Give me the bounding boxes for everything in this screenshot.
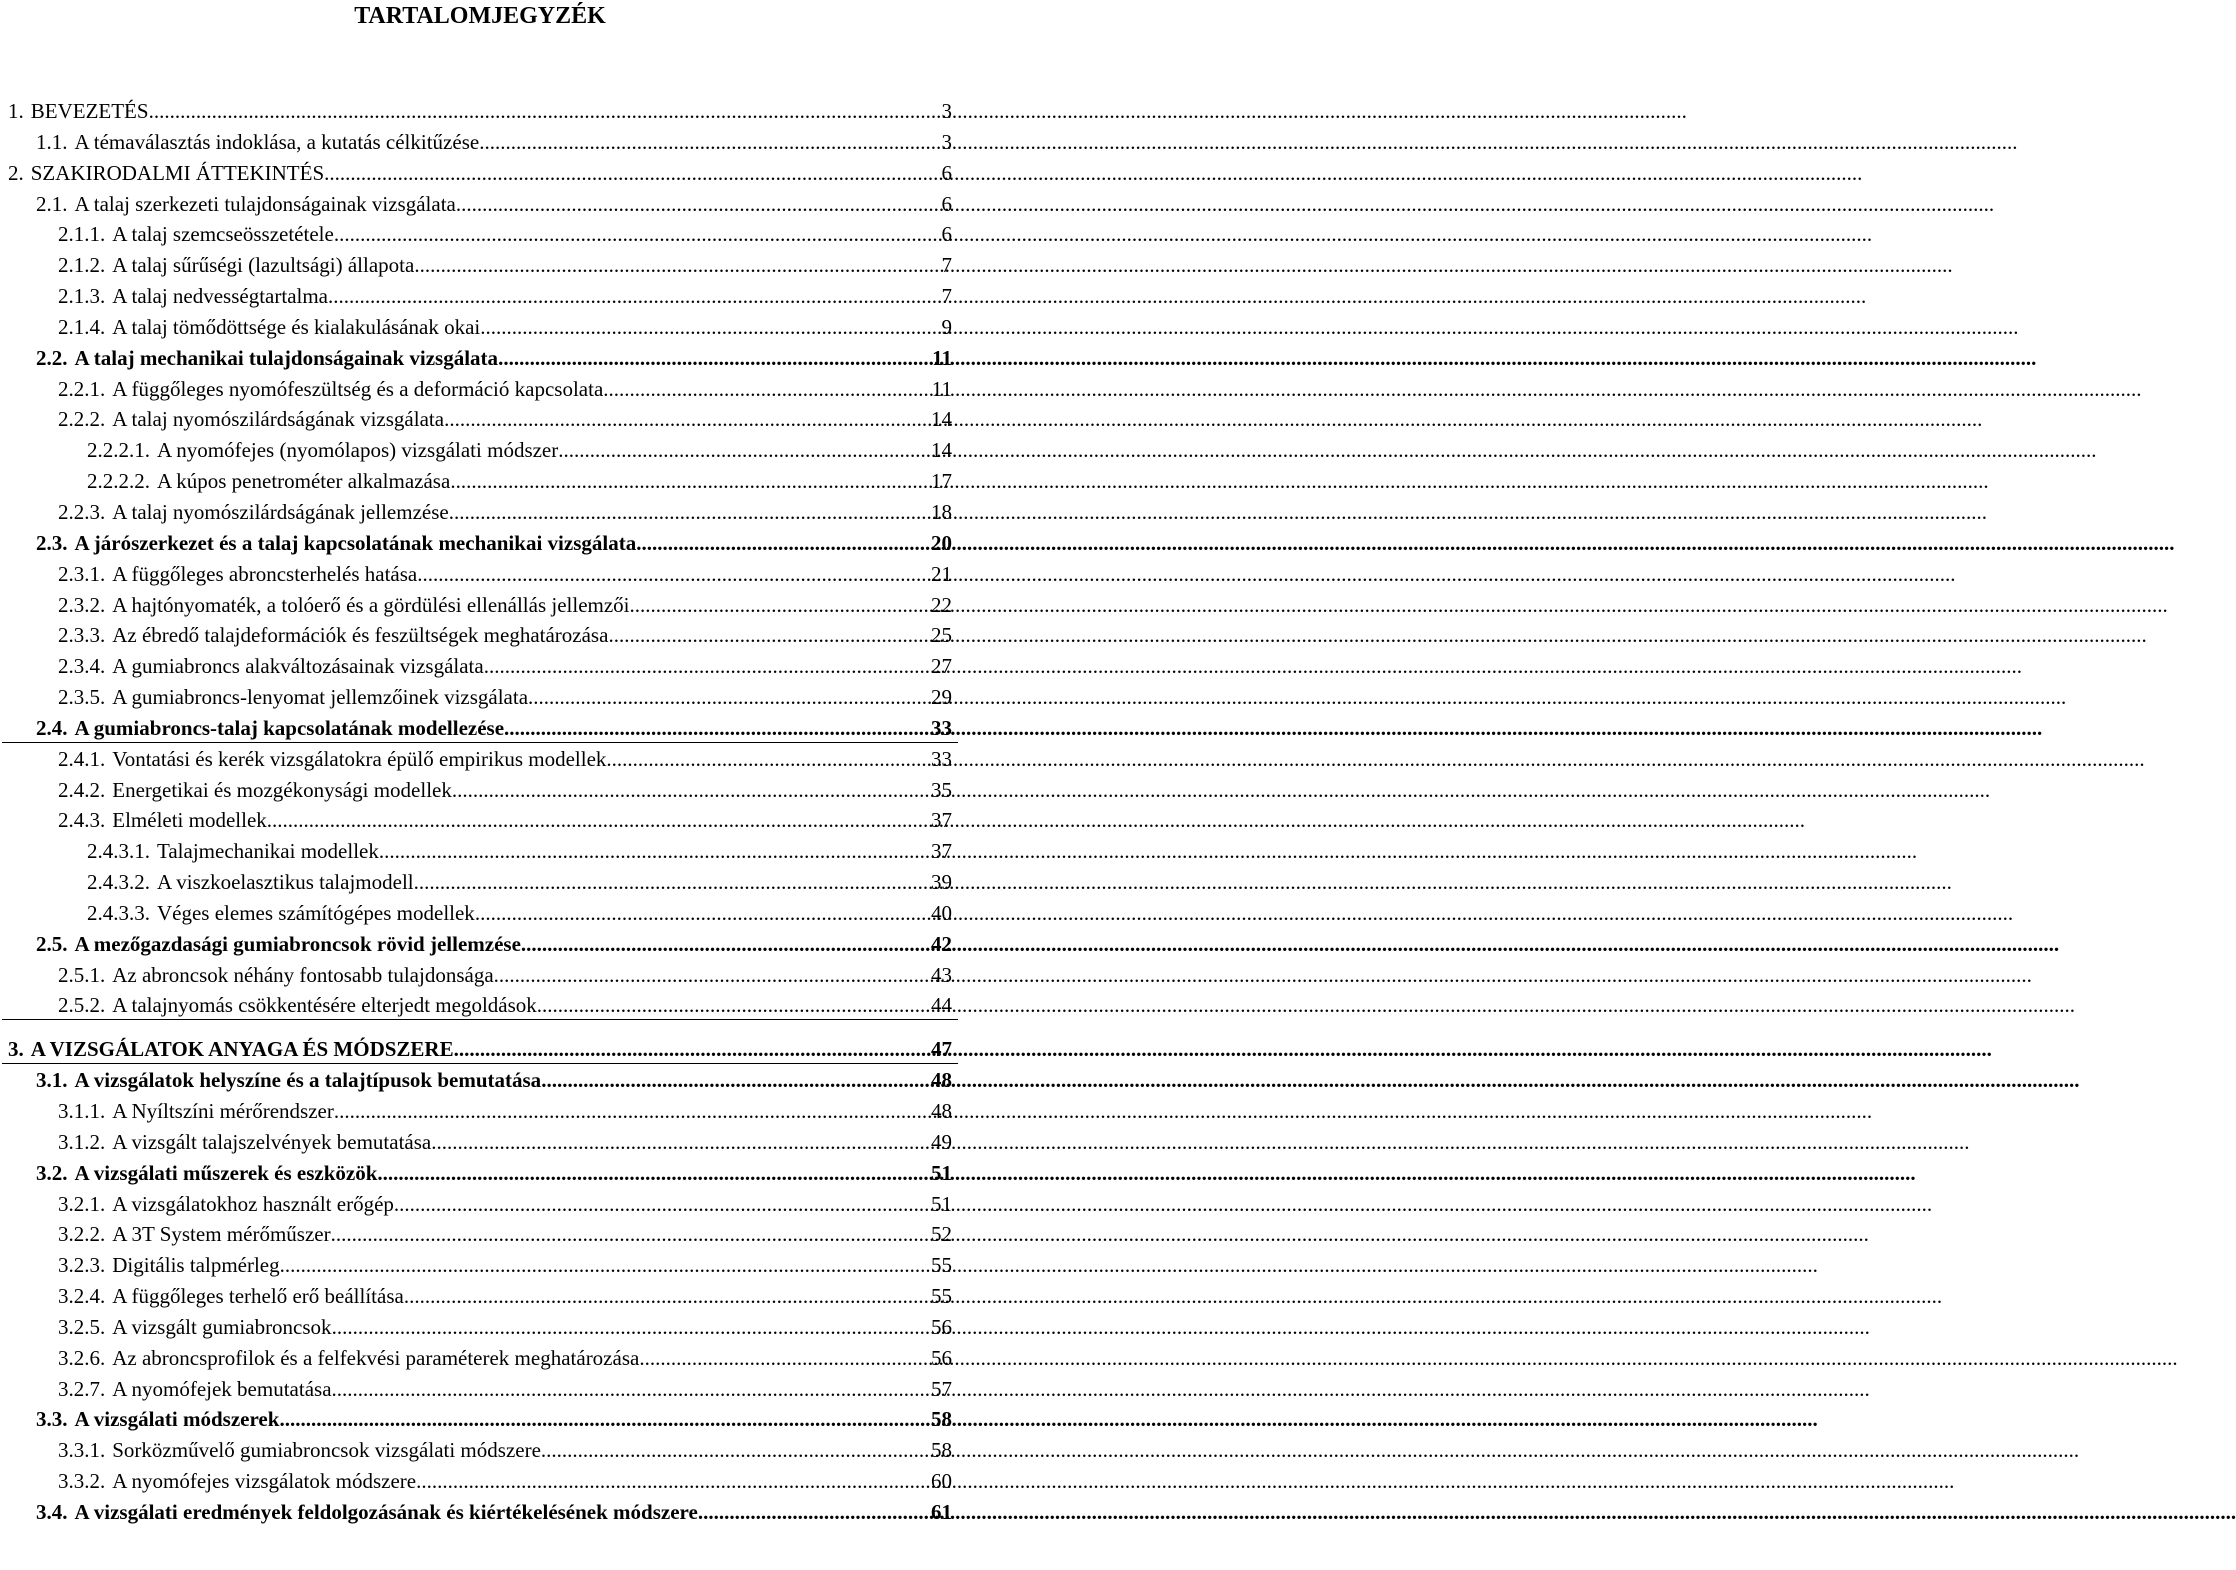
toc-page-number: 7 (941, 284, 952, 309)
toc-entry[interactable] (0, 1374, 960, 1405)
toc-entry[interactable] (0, 1404, 960, 1435)
toc-dot-leader (636, 528, 928, 559)
toc-page-number: 58 (931, 1407, 952, 1432)
toc-dot-leader (377, 1158, 928, 1189)
toc-page-number: 18 (931, 499, 952, 524)
toc-dot-leader (498, 343, 929, 374)
toc-page-number: 56 (931, 1345, 952, 1370)
toc-entry-title: A talaj szemcseösszetétele (112, 222, 334, 247)
toc-page-number: 17 (931, 469, 952, 494)
toc-entry[interactable] (0, 960, 960, 991)
toc-entry-number: 2.2.2. (58, 407, 106, 432)
toc-entry-number: 2.3.5. (58, 685, 106, 710)
toc-entry-title: BEVEZETÉS (30, 99, 149, 123)
toc-entry-number: 3.2.5. (58, 1314, 106, 1339)
toc-entry-title: A vizsgálati műszerek és eszközök (74, 1160, 378, 1185)
toc-entry-number: 3.2.6. (58, 1345, 106, 1370)
toc-entry[interactable] (0, 867, 960, 898)
toc-entry-title: A viszkoelasztikus talajmodell (157, 870, 414, 895)
toc-dot-leader (331, 1219, 928, 1250)
toc-dot-leader (606, 744, 928, 775)
toc-dot-leader (452, 775, 928, 806)
toc-entry-title: Az abroncsprofilok és a felfekvési paraméterek meghatározása (112, 1345, 640, 1370)
toc-entry-number: 2.1.4. (58, 314, 106, 339)
toc-entry-number: 3.3.1. (58, 1438, 106, 1463)
toc-page-number: 6 (941, 160, 952, 185)
toc-entry[interactable] (0, 466, 960, 497)
toc-entry-title: A témaválasztás indoklása, a kutatás célkitűzése (74, 129, 480, 154)
toc-page-number: 39 (931, 870, 952, 895)
toc-dot-leader (149, 96, 939, 127)
toc-entry-number: 3.1.2. (58, 1129, 106, 1154)
toc-page-number: 6 (941, 191, 952, 216)
toc-entry[interactable] (0, 590, 960, 621)
toc-entry-number: 2.4.1. (58, 746, 106, 771)
toc-entry-number: 2.4.3. (58, 808, 106, 833)
toc-entry-title: Energetikai és mozgékonysági modellek (112, 777, 452, 802)
toc-entry[interactable] (0, 651, 960, 682)
toc-entry-title: A vizsgálati módszerek (74, 1407, 280, 1432)
toc-dot-leader (541, 1065, 928, 1096)
toc-entry-title: A hajtónyomaték, a tolóerő és a gördülési ellenállás jellemzői (112, 592, 630, 617)
toc-entry-number: 2. (8, 160, 24, 185)
toc-dot-leader (444, 404, 928, 435)
toc-entry-title: A talaj mechanikai tulajdonságainak vizsgálata (74, 345, 499, 370)
toc-dot-leader (449, 497, 928, 528)
toc-entry-number: 3.4. (36, 1499, 68, 1524)
toc-entry-title: A 3T System mérőműszer (112, 1222, 331, 1247)
toc-page-number: 33 (931, 715, 952, 740)
toc-page-number: 22 (931, 592, 952, 617)
toc-dot-leader (479, 127, 938, 158)
toc-page-number: 48 (931, 1068, 952, 1093)
toc-dot-leader (450, 466, 928, 497)
toc-dot-leader (521, 929, 928, 960)
toc-page-number: 47 (931, 1037, 952, 1062)
toc-page-number: 55 (931, 1253, 952, 1278)
toc-dot-leader (603, 374, 929, 405)
toc-entry-number: 3.2.7. (58, 1376, 106, 1401)
toc-entry[interactable] (0, 1034, 960, 1065)
toc-entry-number: 3. (8, 1037, 24, 1062)
toc-entry-title: A talaj nyomószilárdságának jellemzése (112, 499, 449, 524)
toc-entry-title: A talaj nyomószilárdságának vizsgálata (112, 407, 445, 432)
toc-entry-number: 2.2.1. (58, 376, 106, 401)
toc-dot-leader (541, 1435, 928, 1466)
toc-entry-title: A vizsgálatokhoz használt erőgép (112, 1191, 394, 1216)
page-title: TARTALOMJEGYZÉK (354, 3, 606, 29)
toc-entry-number: 2.2.2.1. (87, 438, 150, 463)
toc-entry-title: A talaj szerkezeti tulajdonságainak vizsgálata (74, 191, 456, 216)
toc-dot-leader (639, 1343, 928, 1374)
toc-entry[interactable] (0, 836, 960, 867)
toc-entry[interactable] (0, 374, 960, 405)
toc-entry-number: 3.2.1. (58, 1191, 106, 1216)
toc-entry[interactable] (0, 312, 960, 343)
toc-page-number: 3 (941, 129, 952, 154)
toc-page-number: 37 (931, 808, 952, 833)
toc-dot-leader (404, 1281, 928, 1312)
toc-entry[interactable] (0, 1435, 960, 1466)
toc-page-number: 7 (941, 253, 952, 278)
toc-entry-number: 2.4.3.2. (87, 870, 150, 895)
toc-dot-leader (456, 189, 939, 220)
toc-entry-number: 2.5. (36, 931, 68, 956)
toc-entry[interactable] (0, 404, 960, 435)
toc-page-number: 14 (931, 438, 952, 463)
toc-dot-leader (416, 1466, 928, 1497)
table-of-contents (0, 96, 960, 1528)
toc-entry-number: 2.2.3. (58, 499, 106, 524)
toc-page-number: 29 (931, 685, 952, 710)
toc-entry[interactable] (0, 158, 960, 189)
toc-entry-title: A gumiabroncs-lenyomat jellemzőinek vizsgálata (112, 685, 529, 710)
toc-entry-number: 2.1.3. (58, 284, 106, 309)
toc-page-number: 49 (931, 1129, 952, 1154)
toc-entry-title: Vontatási és kerék vizsgálatokra épülő empirikus modellek (112, 746, 607, 771)
toc-dot-leader (328, 281, 938, 312)
toc-entry[interactable] (0, 1250, 960, 1281)
toc-entry[interactable] (0, 775, 960, 806)
toc-dot-leader (431, 1127, 928, 1158)
toc-dot-leader (279, 1404, 928, 1435)
toc-dot-leader (414, 250, 938, 281)
toc-entry[interactable] (0, 1189, 960, 1220)
toc-entry-number: 2.5.1. (58, 962, 106, 987)
toc-entry[interactable] (0, 1158, 960, 1189)
toc-entry-title: Elméleti modellek (112, 808, 267, 833)
toc-dot-leader (324, 158, 938, 189)
toc-dot-leader (630, 590, 928, 621)
toc-entry-title: A nyomófejes (nyomólapos) vizsgálati módszer (157, 438, 559, 463)
toc-page-number: 27 (931, 654, 952, 679)
toc-page-number: 3 (941, 99, 952, 123)
toc-entry[interactable] (0, 1065, 960, 1096)
toc-dot-leader (394, 1189, 928, 1220)
section-divider (2, 1019, 958, 1020)
toc-entry-title: A talajnyomás csökkentésére elterjedt megoldások (112, 993, 537, 1018)
toc-entry[interactable] (0, 1096, 960, 1127)
toc-entry[interactable] (0, 1219, 960, 1250)
toc-entry-title: A függőleges abroncsterhelés hatása (112, 561, 418, 586)
toc-page-number: 14 (931, 407, 952, 432)
toc-page-number: 61 (931, 1499, 952, 1524)
toc-page-number: 57 (931, 1376, 952, 1401)
toc-entry-number: 1. (8, 99, 24, 123)
toc-entry-number: 2.4.3.3. (87, 900, 150, 925)
toc-dot-leader (414, 867, 928, 898)
toc-page-number: 33 (931, 746, 952, 771)
toc-entry-title: A függőleges nyomófeszültség és a deformáció kapcsolata (112, 376, 604, 401)
toc-entry[interactable] (0, 189, 960, 220)
toc-entry-title: A függőleges terhelő erő beállítása (112, 1284, 404, 1309)
toc-entry-number: 3.1.1. (58, 1099, 106, 1123)
toc-entry-number: 2.4. (36, 715, 68, 740)
toc-dot-leader (558, 435, 928, 466)
toc-entry[interactable] (0, 435, 960, 466)
toc-entry[interactable] (0, 744, 960, 775)
toc-dot-leader (475, 898, 928, 929)
toc-entry-title: A gumiabroncs alakváltozásainak vizsgálata (112, 654, 484, 679)
toc-entry[interactable] (0, 620, 960, 651)
toc-entry-number: 3.2. (36, 1160, 68, 1185)
toc-entry-title: A vizsgálati eredmények feldolgozásának és kiértékelésének módszere (74, 1499, 698, 1524)
toc-page-number: 20 (931, 530, 952, 555)
toc-entry-title: A nyomófejes vizsgálatok módszere (112, 1469, 417, 1494)
toc-dot-leader (698, 1497, 928, 1528)
toc-entry-title: Az ébredő talajdeformációk és feszültségek meghatározása (112, 623, 609, 648)
toc-dot-leader (494, 960, 928, 991)
toc-page-number: 51 (931, 1160, 952, 1185)
toc-entry[interactable] (0, 1497, 960, 1528)
toc-entry-title: Digitális talpmérleg (112, 1253, 280, 1278)
toc-dot-leader (332, 1374, 928, 1405)
toc-dot-leader (528, 682, 928, 713)
toc-entry[interactable] (0, 497, 960, 528)
toc-dot-leader (504, 713, 928, 744)
toc-entry-number: 2.2.2.2. (87, 469, 150, 494)
toc-entry[interactable] (0, 1127, 960, 1158)
toc-entry-number: 2.1. (36, 191, 68, 216)
toc-page-number: 42 (931, 931, 952, 956)
toc-page-number: 35 (931, 777, 952, 802)
toc-entry[interactable] (0, 1343, 960, 1374)
toc-page-number: 11 (932, 345, 952, 370)
toc-page-number: 58 (931, 1438, 952, 1463)
toc-dot-leader (480, 312, 938, 343)
toc-entry[interactable] (0, 682, 960, 713)
toc-entry[interactable] (0, 127, 960, 158)
section-divider (2, 742, 958, 743)
toc-page-number: 56 (931, 1314, 952, 1339)
toc-entry-title: Az abroncsok néhány fontosabb tulajdonsága (112, 962, 494, 987)
toc-entry[interactable] (0, 343, 960, 374)
toc-page-number: 40 (931, 900, 952, 925)
toc-page-number: 55 (931, 1284, 952, 1309)
toc-entry[interactable] (0, 96, 960, 127)
toc-entry-number: 3.3. (36, 1407, 68, 1432)
toc-page-number: 6 (941, 222, 952, 247)
toc-entry-title: A Nyíltszíni mérőrendszer (112, 1099, 334, 1123)
toc-page-number: 52 (931, 1222, 952, 1247)
toc-entry-title: A járószerkezet és a talaj kapcsolatának mechanikai vizsgálata (74, 530, 637, 555)
toc-entry-number: 2.4.2. (58, 777, 106, 802)
toc-entry-number: 2.3.3. (58, 623, 106, 648)
toc-page-number: 48 (931, 1099, 952, 1123)
toc-entry[interactable] (0, 1312, 960, 1343)
toc-dot-leader (334, 1096, 928, 1127)
toc-entry-number: 1.1. (36, 129, 68, 154)
toc-dot-leader (608, 620, 928, 651)
toc-entry-title: Sorközművelő gumiabroncsok vizsgálati módszere (112, 1438, 541, 1463)
toc-entry-number: 3.1. (36, 1068, 68, 1093)
toc-entry-title: Talajmechanikai modellek (157, 839, 379, 864)
toc-entry-title: A VIZSGÁLATOK ANYAGA ÉS MÓDSZERE (30, 1037, 454, 1062)
toc-entry-title: A nyomófejek bemutatása (112, 1376, 332, 1401)
toc-dot-leader (280, 1250, 928, 1281)
toc-entry[interactable] (0, 559, 960, 590)
toc-entry-title: A talaj sűrűségi (lazultsági) állapota (112, 253, 415, 278)
toc-entry-number: 3.3.2. (58, 1469, 106, 1494)
toc-entry[interactable] (0, 713, 960, 744)
toc-dot-leader (454, 1034, 928, 1065)
toc-entry-title: A vizsgált gumiabroncsok (112, 1314, 332, 1339)
toc-entry[interactable] (0, 1281, 960, 1312)
toc-entry-title: A talaj tömődöttsége és kialakulásának okai (112, 314, 481, 339)
toc-entry[interactable] (0, 219, 960, 250)
toc-entry-number: 2.5.2. (58, 993, 106, 1018)
toc-entry-number: 2.3.4. (58, 654, 106, 679)
toc-page-number: 25 (931, 623, 952, 648)
toc-entry-title: SZAKIRODALMI ÁTTEKINTÉS (30, 160, 325, 185)
toc-entry-title: Véges elemes számítógépes modellek (157, 900, 475, 925)
toc-page-number: 21 (931, 561, 952, 586)
toc-dot-leader (332, 1312, 928, 1343)
toc-entry-number: 2.4.3.1. (87, 839, 150, 864)
toc-entry-title: A mezőgazdasági gumiabroncsok rövid jellemzése (74, 931, 521, 956)
toc-dot-leader (379, 836, 928, 867)
toc-entry-title: A kúpos penetrométer alkalmazása (157, 469, 451, 494)
toc-entry[interactable] (0, 929, 960, 960)
toc-entry-title: A vizsgált talajszelvények bemutatása (112, 1129, 432, 1154)
toc-page-number: 44 (931, 993, 952, 1018)
toc-entry[interactable] (0, 281, 960, 312)
toc-entry-title: A gumiabroncs-talaj kapcsolatának modellezése (74, 715, 505, 740)
toc-entry-number: 2.3.1. (58, 561, 106, 586)
toc-entry[interactable] (0, 805, 960, 836)
toc-entry-number: 2.3. (36, 530, 68, 555)
toc-page-number: 37 (931, 839, 952, 864)
toc-entry-number: 2.1.1. (58, 222, 106, 247)
toc-entry-number: 3.2.2. (58, 1222, 106, 1247)
toc-entry-number: 2.1.2. (58, 253, 106, 278)
toc-page-number: 11 (931, 376, 952, 401)
toc-dot-leader (484, 651, 928, 682)
toc-entry-title: A vizsgálatok helyszíne és a talajtípusok bemutatása (74, 1068, 542, 1093)
toc-entry[interactable] (0, 990, 960, 1021)
toc-dot-leader (334, 219, 939, 250)
toc-dot-leader (267, 805, 928, 836)
toc-entry[interactable] (0, 528, 960, 559)
toc-dot-leader (537, 990, 928, 1021)
toc-entry[interactable] (0, 898, 960, 929)
toc-entry[interactable] (0, 250, 960, 281)
section-divider (2, 1063, 958, 1064)
toc-entry-number: 2.3.2. (58, 592, 106, 617)
toc-page-number: 60 (931, 1469, 952, 1494)
toc-dot-leader (417, 559, 928, 590)
toc-entry-number: 2.2. (36, 345, 68, 370)
toc-entry-title: A talaj nedvességtartalma (112, 284, 329, 309)
toc-page-number: 9 (941, 314, 952, 339)
toc-entry-number: 3.2.4. (58, 1284, 106, 1309)
toc-entry[interactable] (0, 1466, 960, 1497)
toc-entry-number: 3.2.3. (58, 1253, 106, 1278)
toc-page-number: 51 (931, 1191, 952, 1216)
toc-page-number: 43 (931, 962, 952, 987)
